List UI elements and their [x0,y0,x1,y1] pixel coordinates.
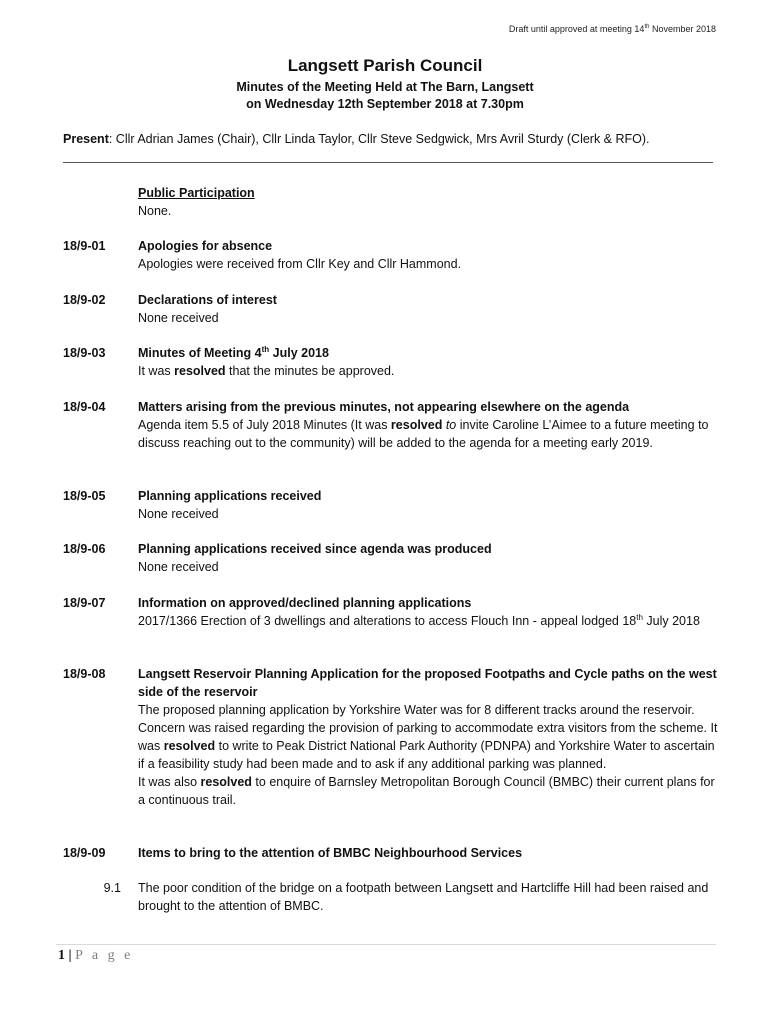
item-18-9-08 [63,665,723,809]
item-number: 18/9-07 [63,596,106,610]
item-number: 18/9-03 [63,346,106,360]
present-line: Present: Cllr Adrian James (Chair), Cllr Linda Taylor, Cllr Steve Sedgwick, Mrs Avril Sturdy (Clerk & RFO). [63,132,650,146]
page-footer: 1 | P a g e [58,948,134,963]
item-heading: Public Participation [138,186,255,200]
item-number: 18/9-06 [63,542,106,556]
draft-note: Draft until approved at meeting 14th November 2018 [508,24,716,34]
item-heading: Matters arising from the previous minutes, not appearing elsewhere on the agenda [138,400,630,414]
item-heading: Minutes of Meeting 4th July 2018 [138,344,329,360]
item-9-1 [63,879,723,915]
item-heading: Apologies for absence [138,239,273,253]
item-18-9-07 [63,594,723,630]
item-18-9-06 [63,540,723,576]
item-text: None. [138,204,172,218]
item-number: 18/9-01 [63,239,106,253]
item-number: 18/9-04 [63,400,106,414]
item-text: 2017/1366 Erection of 3 dwellings and alterations to access Flouch Inn - appeal lodged 18th July 2018 [138,612,700,628]
item-number: 18/9-05 [63,489,106,503]
item-heading: Items to bring to the attention of BMBC Neighbourhood Services [138,846,523,860]
meeting-subtitle: Minutes of the Meeting Held at The Barn, Langsett [236,80,534,94]
item-heading: Langsett Reservoir Planning Application for the proposed Footpaths and Cycle paths on the west side of the reservoir [138,667,717,699]
item-number: 18/9-02 [63,293,106,307]
meeting-date: on Wednesday 12th September 2018 at 7.30pm [246,97,524,111]
item-public-participation [63,184,723,220]
item-text-2: It was also resolved to enquire of Barnsley Metropolitan Borough Council (BMBC) their current plans for a continuous trail. [138,775,715,807]
item-18-9-03 [63,344,723,380]
item-text: Agenda item 5.5 of July 2018 Minutes (It was resolved to invite Caroline L’Aimee to a future meeting to discuss reaching out to the community) will be added to the agenda for a meeting early 2019. [138,418,709,450]
item-heading: Information on approved/declined planning applications [138,596,472,610]
item-18-9-09 [63,844,723,862]
item-18-9-04 [63,398,723,452]
item-number: 9.1 [103,881,121,895]
item-heading: Declarations of interest [138,293,277,307]
item-text: Apologies were received from Cllr Key and Cllr Hammond. [138,257,462,271]
item-heading: Planning applications received since agenda was produced [138,542,492,556]
item-number: 18/9-09 [63,846,106,860]
item-18-9-02 [63,291,723,327]
item-18-9-01 [63,237,723,273]
item-text: None received [138,311,219,325]
item-text: The proposed planning application by Yorkshire Water was for 8 different tracks around the reservoir. Concern was raised regarding the provision of parking to accommodate extra visitors from the scheme. It was resolved to write to Peak District National Park Authority (PDNPA) and Yorkshire Water to ascertain if a feasibility study had been made and to ask if any additional parking was planned. [138,703,718,771]
item-text: None received [138,507,219,521]
page-number: 1 [58,948,65,963]
council-title: Langsett Parish Council [287,56,483,75]
item-text: It was resolved that the minutes be approved. [138,364,395,378]
footer-divider [56,944,716,945]
item-text: The poor condition of the bridge on a footpath between Langsett and Hartcliffe Hill had been raised and brought to the attention of BMBC. [138,881,709,913]
page-label: P a g e [75,948,134,963]
item-number: 18/9-08 [63,667,106,681]
item-heading: Planning applications received [138,489,322,503]
header-divider [63,162,713,163]
item-text: None received [138,560,219,574]
item-18-9-05 [63,487,723,523]
